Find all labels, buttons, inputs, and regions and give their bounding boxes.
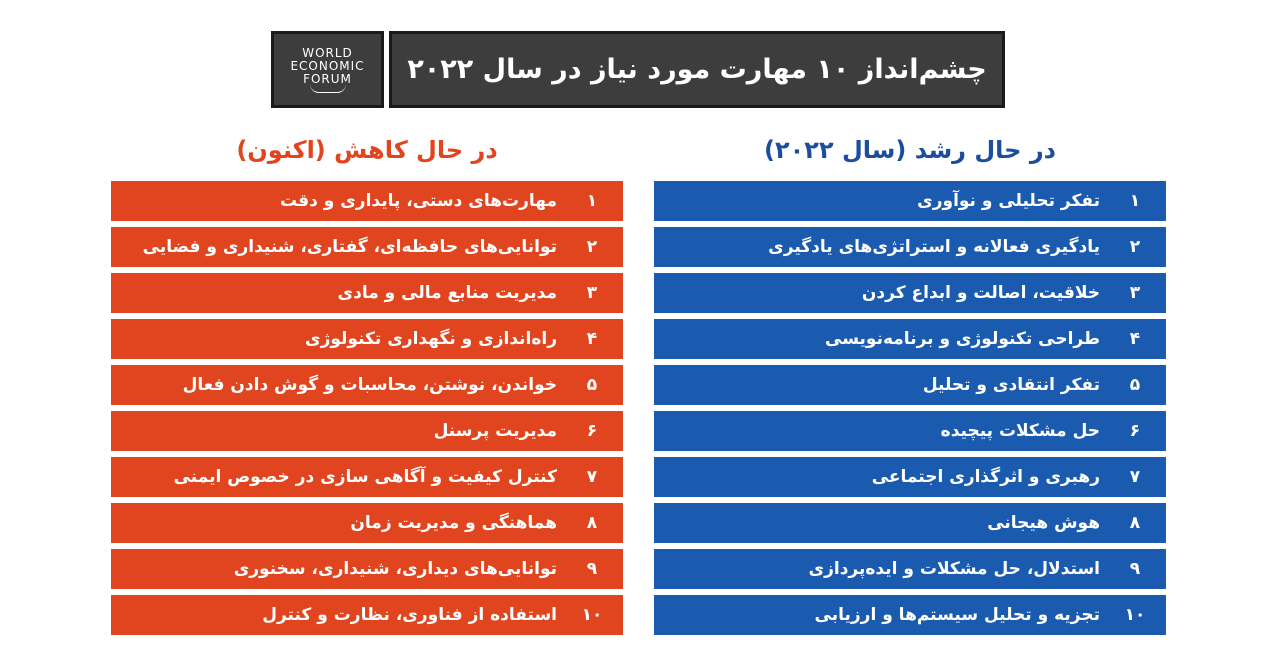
growing-skill-row <box>654 457 1166 497</box>
declining-skills-list <box>111 181 623 641</box>
declining-skill-row <box>111 319 623 359</box>
declining-skill-row <box>111 503 623 543</box>
logo-arc-icon <box>310 84 346 93</box>
world-economic-forum-logo <box>271 31 384 108</box>
skill-label: طراحی تکنولوژی و برنامه‌نویسی <box>825 329 1100 349</box>
skill-label: حل مشکلات پیچیده <box>940 421 1100 441</box>
skill-rank: ۵ <box>586 375 598 395</box>
skill-rank: ۶ <box>1129 421 1141 441</box>
skill-label: خلاقیت، اصالت و ابداع کردن <box>861 283 1100 303</box>
growing-skill-row <box>654 549 1166 589</box>
logo-line-2: ECONOMIC <box>290 58 365 73</box>
growing-skills-list <box>654 181 1166 641</box>
skill-rank: ۹ <box>1129 559 1141 579</box>
skill-label: رهبری و اثرگذاری اجتماعی <box>871 467 1100 487</box>
logo-line-1: WORLD <box>302 45 353 60</box>
skill-label: هوش هیجانی <box>987 513 1100 533</box>
skill-label: کنترل کیفیت و آگاهی سازی در خصوص ایمنی <box>173 467 557 487</box>
declining-skill-row <box>111 181 623 221</box>
declining-skill-row <box>111 273 623 313</box>
growing-skill-row <box>654 227 1166 267</box>
header <box>271 31 1005 108</box>
skill-rank: ۴ <box>1129 329 1141 349</box>
skill-label: راه‌اندازی و نگهداری تکنولوژی <box>305 329 557 349</box>
skill-rank: ۳ <box>586 283 598 303</box>
skill-label: تجزیه و تحلیل سیستم‌ها و ارزیابی <box>814 605 1100 625</box>
skill-label: استفاده از فناوری، نظارت و کنترل <box>262 605 557 625</box>
skill-label: مهارت‌های دستی، پایداری و دقت <box>279 191 557 211</box>
growing-skill-row <box>654 411 1166 451</box>
skill-label: تفکر تحلیلی و نوآوری <box>917 191 1100 211</box>
declining-skill-row <box>111 549 623 589</box>
skill-rank: ۱۰ <box>581 605 603 625</box>
declining-heading: در حال کاهش (اکنون) <box>236 136 498 164</box>
declining-skill-row <box>111 411 623 451</box>
skill-label: توانایی‌های دیداری، شنیداری، سخنوری <box>233 559 557 579</box>
growing-skill-row <box>654 319 1166 359</box>
logo-line-3: FORUM <box>303 71 352 86</box>
growing-skill-row <box>654 273 1166 313</box>
growing-skill-row <box>654 503 1166 543</box>
growing-heading: در حال رشد (سال ۲۰۲۲) <box>764 136 1056 164</box>
skill-rank: ۸ <box>1129 513 1141 533</box>
declining-skill-row <box>111 595 623 635</box>
skill-label: مدیریت پرسنل <box>433 421 557 441</box>
skill-rank: ۳ <box>1129 283 1141 303</box>
declining-skill-row <box>111 365 623 405</box>
page-title: چشم‌انداز ۱۰ مهارت مورد نیاز در سال ۲۰۲۲ <box>389 31 1005 108</box>
skill-label: مدیریت منابع مالی و مادی <box>337 283 557 303</box>
skill-rank: ۸ <box>586 513 598 533</box>
skill-rank: ۵ <box>1129 375 1141 395</box>
skill-rank: ۱ <box>1129 191 1141 211</box>
skill-label: یادگیری فعالانه و استراتژی‌های یادگیری <box>768 237 1100 257</box>
growing-skill-row <box>654 595 1166 635</box>
skill-rank: ۷ <box>1129 467 1141 487</box>
skill-label: هماهنگی و مدیریت زمان <box>350 513 557 533</box>
skill-label: تفکر انتقادی و تحلیل <box>922 375 1100 395</box>
skill-rank: ۹ <box>586 559 598 579</box>
skill-rank: ۴ <box>586 329 598 349</box>
skill-label: خواندن، نوشتن، محاسبات و گوش دادن فعال <box>182 375 557 395</box>
skill-label: استدلال، حل مشکلات و ایده‌پردازی <box>808 559 1100 579</box>
declining-skill-row <box>111 227 623 267</box>
skill-rank: ۷ <box>586 467 598 487</box>
skill-rank: ۱۰ <box>1124 605 1146 625</box>
growing-skill-row <box>654 365 1166 405</box>
skill-label: توانایی‌های حافظه‌ای، گفتاری، شنیداری و فضایی <box>142 237 557 257</box>
growing-skill-row <box>654 181 1166 221</box>
skill-rank: ۱ <box>586 191 598 211</box>
skill-rank: ۶ <box>586 421 598 441</box>
skill-rank: ۲ <box>1129 237 1141 257</box>
declining-skill-row <box>111 457 623 497</box>
skill-rank: ۲ <box>586 237 598 257</box>
